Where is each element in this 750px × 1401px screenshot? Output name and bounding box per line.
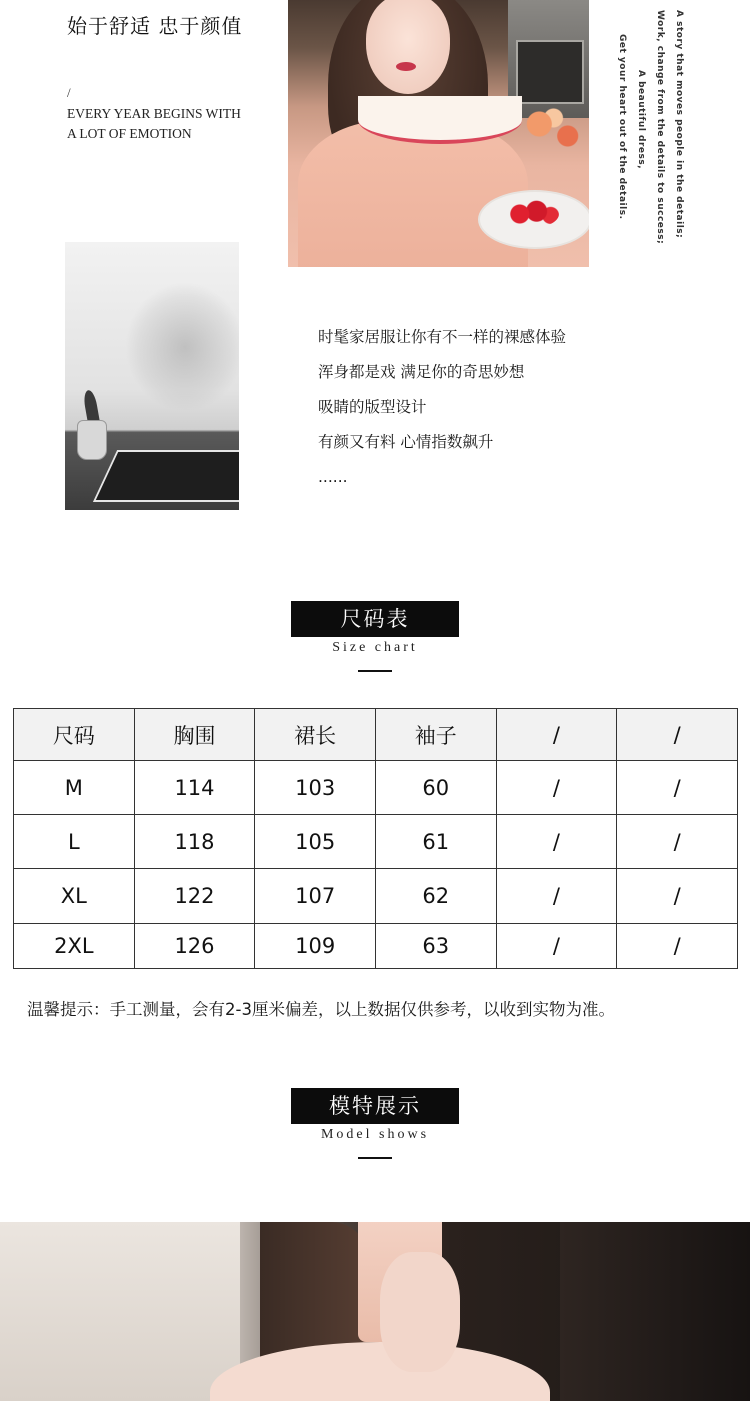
flowers <box>518 100 589 160</box>
header-cell: 尺码 <box>14 709 135 761</box>
table-cell: 105 <box>255 815 376 869</box>
table-cell: 114 <box>134 761 255 815</box>
table-cell: / <box>617 815 738 869</box>
model-selfie-photo <box>0 1222 750 1401</box>
table-cell: / <box>496 869 617 924</box>
background-wall <box>0 1222 240 1401</box>
vertical-text-4: Get your heart out of the details. <box>617 34 627 220</box>
dark-cabinet <box>560 1222 750 1401</box>
table-cell: 103 <box>255 761 376 815</box>
model-lips <box>396 62 416 71</box>
table-row <box>14 815 738 869</box>
model-hand <box>380 1252 460 1372</box>
description-line-3: 吸睛的版型设计 <box>318 398 427 416</box>
table-cell: L <box>14 815 135 869</box>
table-cell: 126 <box>134 924 255 969</box>
header-cell: 袖子 <box>375 709 496 761</box>
size-chart-underline <box>358 670 392 672</box>
table-cell: 118 <box>134 815 255 869</box>
table-row <box>14 924 738 969</box>
description-line-5: ...... <box>318 468 348 486</box>
table-cell: M <box>14 761 135 815</box>
plant-shadow <box>125 282 239 412</box>
ruffled-collar <box>358 96 522 144</box>
table-cell: 107 <box>255 869 376 924</box>
hero-model-photo <box>288 0 589 267</box>
size-table <box>13 708 738 969</box>
table-cell: / <box>617 761 738 815</box>
table-cell: 2XL <box>14 924 135 969</box>
vertical-text-1: A story that moves people in the details; <box>674 10 684 239</box>
model-section-underline <box>358 1157 392 1159</box>
table-header-row <box>14 709 738 761</box>
table-row <box>14 869 738 924</box>
size-chart-title: 尺码表 <box>291 601 459 637</box>
table-row <box>14 761 738 815</box>
plant-pot <box>77 420 107 460</box>
measurement-tip: 温馨提示：手工测量，会有2-3厘米偏差，以上数据仅供参考，以收到实物为准。 <box>27 1000 615 1019</box>
divider-slash: / <box>67 85 71 100</box>
table-cell: / <box>617 869 738 924</box>
table-cell: 109 <box>255 924 376 969</box>
plant-leaves <box>82 389 99 423</box>
headline: 始于舒适 忠于颜值 <box>67 14 243 38</box>
header-cell: / <box>496 709 617 761</box>
table-cell: / <box>496 761 617 815</box>
description-line-4: 有颜又有料 心情指数飙升 <box>318 433 494 451</box>
description-text <box>318 320 566 495</box>
header-cell: 胸围 <box>134 709 255 761</box>
model-section-subtitle: Model shows <box>320 1127 430 1142</box>
table-cell: 122 <box>134 869 255 924</box>
table-cell: 61 <box>375 815 496 869</box>
header-cell: 裙长 <box>255 709 376 761</box>
magazine <box>93 450 239 502</box>
vertical-text-2: Work, change from the details to success; <box>655 10 665 245</box>
tagline-line-1: EVERY YEAR BEGINS WITH <box>67 106 241 121</box>
table-cell: 63 <box>375 924 496 969</box>
model-section-title: 模特展示 <box>291 1088 459 1124</box>
still-life-photo <box>65 242 239 510</box>
vertical-text-3: A beautiful dress, <box>636 70 646 170</box>
english-tagline <box>67 104 241 144</box>
description-line-2: 浑身都是戏 满足你的奇思妙想 <box>318 363 525 381</box>
header-cell: / <box>617 709 738 761</box>
size-chart-subtitle: Size chart <box>332 640 418 655</box>
table-cell: / <box>496 815 617 869</box>
table-cell: / <box>496 924 617 969</box>
tagline-line-2: A LOT OF EMOTION <box>67 126 192 141</box>
strawberries <box>503 200 559 228</box>
table-cell: XL <box>14 869 135 924</box>
table-cell: 60 <box>375 761 496 815</box>
table-cell: 62 <box>375 869 496 924</box>
description-line-1: 时髦家居服让你有不一样的裸感体验 <box>318 328 567 346</box>
table-cell: / <box>617 924 738 969</box>
